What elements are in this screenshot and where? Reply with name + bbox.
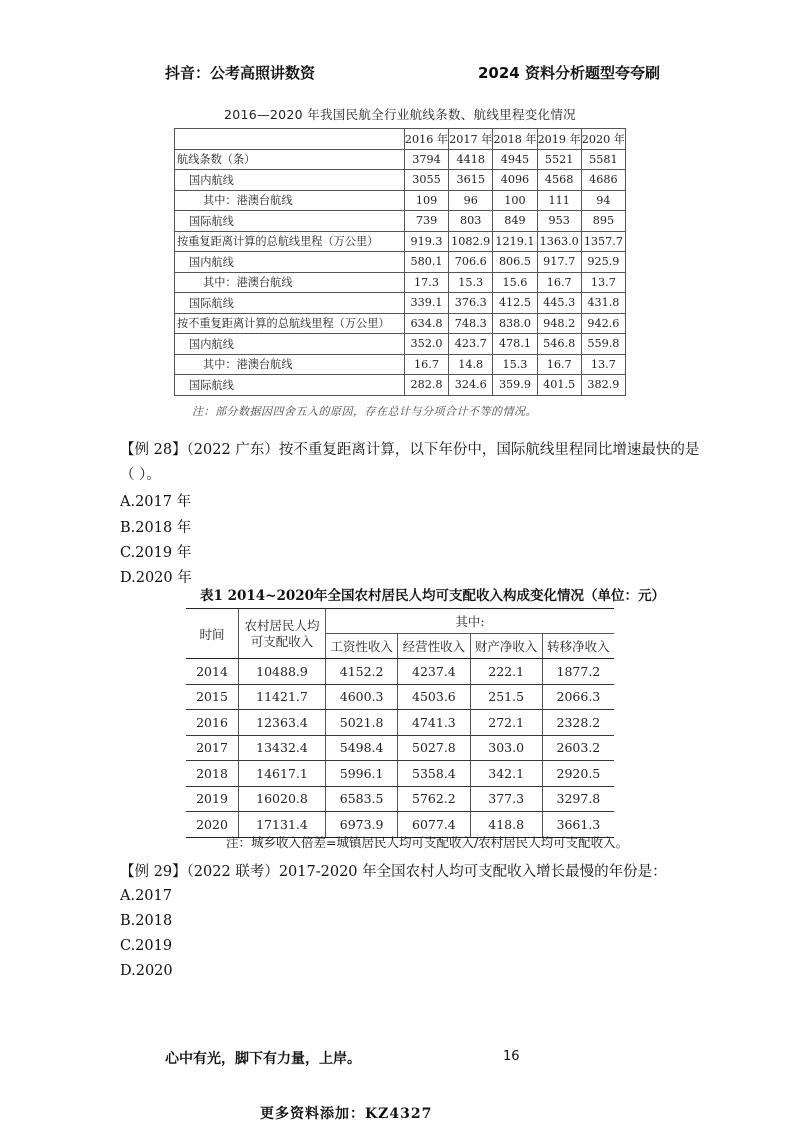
table-row: [175, 190, 626, 211]
row-label: 国际航线: [175, 375, 405, 396]
cell: 13432.4: [239, 735, 326, 761]
cell: 382.9: [581, 375, 625, 396]
cell: 634.8: [404, 313, 448, 334]
table-row: [186, 761, 614, 787]
table2-among-header: 其中:: [326, 609, 615, 634]
table-row: [186, 786, 614, 812]
cell: 838.0: [493, 313, 537, 334]
cell: 5358.4: [398, 761, 470, 787]
footer-motto: 心中有光，脚下有力量，上岸。: [165, 1051, 361, 1067]
table2-header-top: [186, 609, 614, 634]
cell: 16.7: [537, 272, 581, 293]
cell: 942.6: [581, 313, 625, 334]
bottom-contact: 更多资料添加：KZ4327: [260, 1106, 433, 1122]
cell: 111: [537, 190, 581, 211]
table2-time-header: 时间: [186, 609, 239, 659]
cell: 16020.8: [239, 786, 326, 812]
col-header: 财产净收入: [470, 634, 542, 659]
cell: 953: [537, 211, 581, 232]
row-label: 航线条数（条）: [175, 149, 405, 170]
table1-year: 2020 年: [581, 129, 625, 150]
table-row: [175, 354, 626, 375]
question2-option-a[interactable]: A.2017: [120, 888, 172, 904]
cell: 4237.4: [398, 659, 470, 685]
question2-option-c[interactable]: C.2019: [120, 938, 173, 954]
cell: 431.8: [581, 293, 625, 314]
question1-option-b[interactable]: B.2018 年: [120, 520, 192, 536]
cell: 15.3: [449, 272, 493, 293]
cell: 14617.1: [239, 761, 326, 787]
row-label: 其中：港澳台航线: [175, 190, 405, 211]
income-header-line2: 可支配收入: [250, 633, 314, 649]
cell: 5521: [537, 149, 581, 170]
cell: 423.7: [449, 334, 493, 355]
cell: 1877.2: [542, 659, 614, 685]
cell: 401.5: [537, 375, 581, 396]
cell: 2020: [186, 812, 239, 838]
cell: 17131.4: [239, 812, 326, 838]
table-row: [175, 272, 626, 293]
cell: 6077.4: [398, 812, 470, 838]
table-row: [175, 313, 626, 334]
cell: 16.7: [537, 354, 581, 375]
cell: 925.9: [581, 252, 625, 273]
question1-title: 【例 28】（2022 广东）按不重复距离计算，以下年份中，国际航线里程同比增速最快的是: [120, 442, 700, 458]
table1-year: 2017 年: [449, 129, 493, 150]
table-row: [175, 252, 626, 273]
table1-year: 2019 年: [537, 129, 581, 150]
cell: 4418: [449, 149, 493, 170]
table2-note: 注：城乡收入倍差=城镇居民人均可支配收入/农村居民人均可支配收入。: [226, 835, 629, 850]
cell: 2018: [186, 761, 239, 787]
cell: 739: [404, 211, 448, 232]
cell: 339.1: [404, 293, 448, 314]
cell: 4568: [537, 170, 581, 191]
cell: 4945: [493, 149, 537, 170]
table-row: [186, 684, 614, 710]
row-label: 国内航线: [175, 170, 405, 191]
cell: 100: [493, 190, 537, 211]
cell: 282.8: [404, 375, 448, 396]
cell: 377.3: [470, 786, 542, 812]
cell: 2328.2: [542, 710, 614, 736]
table1-note: 注：部分数据因四舍五入的原因，存在总计与分项合计不等的情况。: [192, 405, 537, 418]
cell: 1082.9: [449, 231, 493, 252]
row-label: 国际航线: [175, 293, 405, 314]
cell: 359.9: [493, 375, 537, 396]
cell: 4096: [493, 170, 537, 191]
table-row: [186, 659, 614, 685]
row-label: 按不重复距离计算的总航线里程（万公里）: [175, 313, 405, 334]
cell: 303.0: [470, 735, 542, 761]
cell: 445.3: [537, 293, 581, 314]
row-label: 其中：港澳台航线: [175, 354, 405, 375]
cell: 1363.0: [537, 231, 581, 252]
cell: 251.5: [470, 684, 542, 710]
cell: 17.3: [404, 272, 448, 293]
cell: 109: [404, 190, 448, 211]
cell: 2019: [186, 786, 239, 812]
row-label: 国内航线: [175, 252, 405, 273]
cell: 2017: [186, 735, 239, 761]
table-row: [175, 211, 626, 232]
cell: 1219.1: [493, 231, 537, 252]
table2-title: 表1 2014~2020年全国农村居民人均可支配收入构成变化情况（单位：元）: [200, 588, 666, 604]
cell: 4686: [581, 170, 625, 191]
cell: 412.5: [493, 293, 537, 314]
table-row: [175, 375, 626, 396]
table-row: [175, 231, 626, 252]
rural-income-table: [186, 608, 614, 838]
question2-option-b[interactable]: B.2018: [120, 913, 173, 929]
cell: 3055: [404, 170, 448, 191]
col-header: 经营性收入: [398, 634, 470, 659]
cell: 15.3: [493, 354, 537, 375]
col-header: 转移净收入: [542, 634, 614, 659]
cell: 376.3: [449, 293, 493, 314]
row-label: 按重复距离计算的总航线里程（万公里）: [175, 231, 405, 252]
cell: 917.7: [537, 252, 581, 273]
cell: 580.1: [404, 252, 448, 273]
page-number: 16: [503, 1049, 520, 1064]
airline-routes-table: [174, 128, 626, 396]
cell: 4503.6: [398, 684, 470, 710]
cell: 2603.2: [542, 735, 614, 761]
row-label: 其中：港澳台航线: [175, 272, 405, 293]
question2-title: 【例 29】（2022 联考）2017-2020 年全国农村人均可支配收入增长最慢的年份是：: [120, 864, 667, 880]
cell: 5996.1: [326, 761, 398, 787]
cell: 324.6: [449, 375, 493, 396]
table1-title: 2016—2020 年我国民航全行业航线条数、航线里程变化情况: [224, 107, 576, 122]
cell: 948.2: [537, 313, 581, 334]
cell: 748.3: [449, 313, 493, 334]
cell: 94: [581, 190, 625, 211]
cell: 418.8: [470, 812, 542, 838]
table-row: [175, 293, 626, 314]
cell: 2920.5: [542, 761, 614, 787]
cell: 3615: [449, 170, 493, 191]
cell: 2015: [186, 684, 239, 710]
question1-blank: （ ）。: [120, 467, 161, 483]
table-row: [175, 170, 626, 191]
table2-income-header: [239, 609, 326, 659]
question1-option-a[interactable]: A.2017 年: [120, 494, 192, 510]
table-row: [175, 149, 626, 170]
cell: 895: [581, 211, 625, 232]
cell: 5027.8: [398, 735, 470, 761]
cell: 2014: [186, 659, 239, 685]
table1-header-blank: [175, 129, 405, 150]
cell: 272.1: [470, 710, 542, 736]
table1-year: 2016 年: [404, 129, 448, 150]
cell: 3297.8: [542, 786, 614, 812]
cell: 5021.8: [326, 710, 398, 736]
cell: 2016: [186, 710, 239, 736]
table-row: [186, 735, 614, 761]
question1-option-c[interactable]: C.2019 年: [120, 545, 192, 561]
table1-year: 2018 年: [493, 129, 537, 150]
cell: 5762.2: [398, 786, 470, 812]
cell: 919.3: [404, 231, 448, 252]
cell: 803: [449, 211, 493, 232]
row-label: 国际航线: [175, 211, 405, 232]
cell: 806.5: [493, 252, 537, 273]
cell: 3661.3: [542, 812, 614, 838]
cell: 222.1: [470, 659, 542, 685]
cell: 3794: [404, 149, 448, 170]
cell: 849: [493, 211, 537, 232]
cell: 6973.9: [326, 812, 398, 838]
question1-option-d[interactable]: D.2020 年: [120, 570, 192, 586]
cell: 4600.3: [326, 684, 398, 710]
cell: 12363.4: [239, 710, 326, 736]
question2-option-d[interactable]: D.2020: [120, 963, 173, 979]
cell: 706.6: [449, 252, 493, 273]
cell: 342.1: [470, 761, 542, 787]
cell: 4741.3: [398, 710, 470, 736]
cell: 13.7: [581, 354, 625, 375]
table1-header-row: [175, 129, 626, 150]
income-header-line1: 农村居民人均: [244, 617, 320, 633]
cell: 6583.5: [326, 786, 398, 812]
table-row: [175, 334, 626, 355]
cell: 16.7: [404, 354, 448, 375]
header-left: 抖音：公考高照讲数资: [165, 64, 316, 82]
table-row: [186, 710, 614, 736]
cell: 10488.9: [239, 659, 326, 685]
row-label: 国内航线: [175, 334, 405, 355]
col-header: 工资性收入: [326, 634, 398, 659]
cell: 96: [449, 190, 493, 211]
cell: 5581: [581, 149, 625, 170]
cell: 478.1: [493, 334, 537, 355]
cell: 15.6: [493, 272, 537, 293]
header-right: 2024 资料分析题型夸夸刷: [478, 64, 660, 82]
cell: 559.8: [581, 334, 625, 355]
cell: 352.0: [404, 334, 448, 355]
cell: 1357.7: [581, 231, 625, 252]
cell: 4152.2: [326, 659, 398, 685]
cell: 546.8: [537, 334, 581, 355]
cell: 14.8: [449, 354, 493, 375]
cell: 11421.7: [239, 684, 326, 710]
cell: 2066.3: [542, 684, 614, 710]
cell: 5498.4: [326, 735, 398, 761]
cell: 13.7: [581, 272, 625, 293]
